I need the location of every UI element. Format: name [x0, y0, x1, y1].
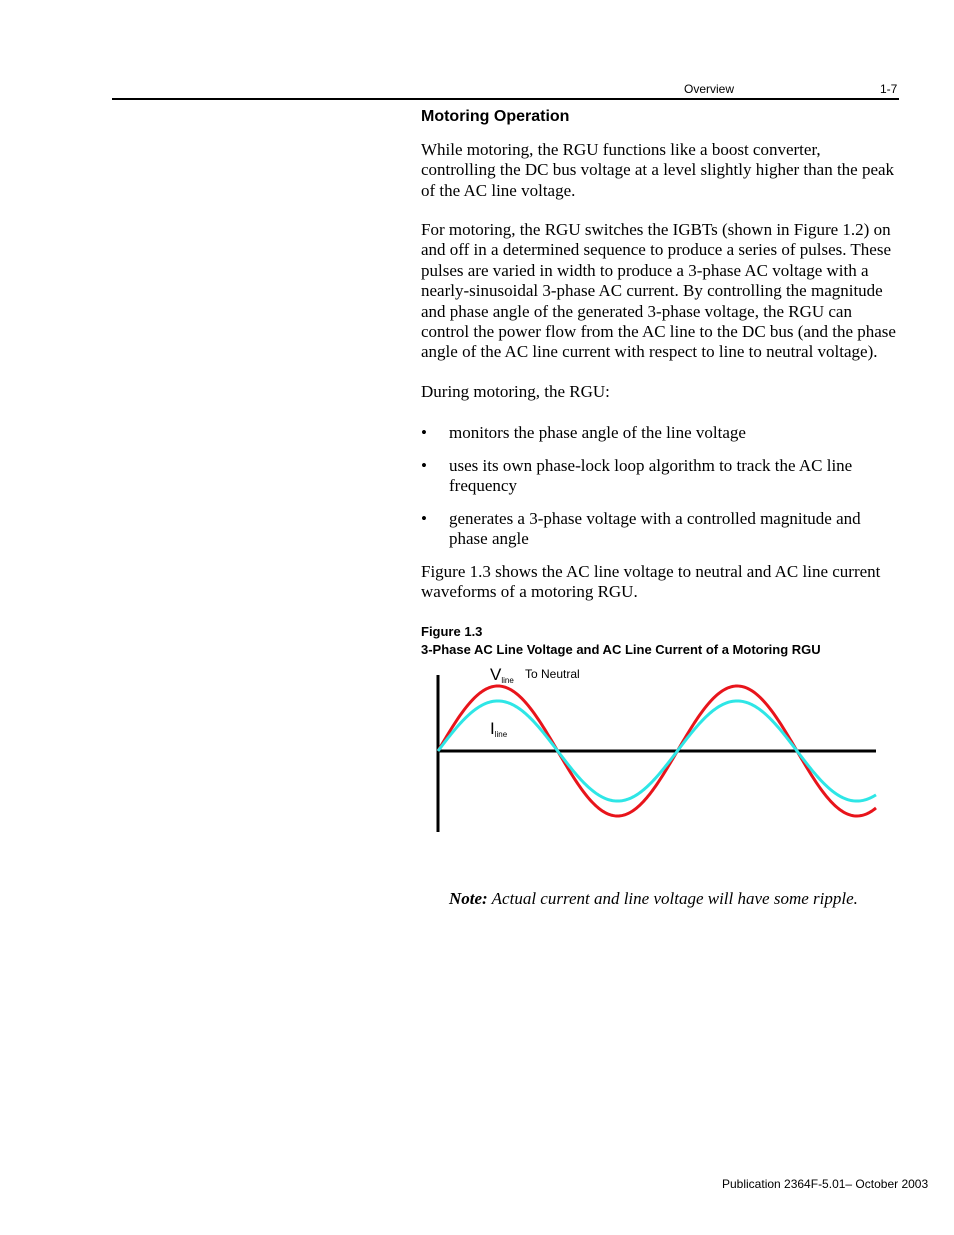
bullet-text: monitors the phase angle of the line voltage — [449, 423, 746, 442]
bullet-text: uses its own phase-lock loop algorithm to track the AC line frequency — [449, 456, 853, 496]
paragraph-igbt-switching: For motoring, the RGU switches the IGBTs (shown in Figure 1.2) on and off in a determined sequence to produce a series of pulses. These pulses are varied in width to produce a 3-phase AC voltage with a nearly-sinusoidal 3-phase AC current. By controlling the magnitude and phase angle of the generated 3-phase voltage, the RGU can control the power flow from the AC line to the DC bus (and the phase angle of the AC line current with respect to line to neutral voltage). — [421, 220, 896, 362]
waveform-figure — [420, 660, 890, 840]
note — [449, 889, 858, 909]
header-rule — [112, 98, 899, 100]
paragraph-boost-converter: While motoring, the RGU functions like a boost converter, controlling the DC bus voltage at a level slightly higher than the peak of the AC line voltage. — [421, 140, 895, 200]
paragraph-figure-reference: Figure 1.3 shows the AC line voltage to neutral and AC line current waveforms of a motoring RGU. — [421, 562, 881, 602]
current-label: Iline — [490, 719, 508, 739]
page-header — [0, 80, 954, 104]
voltage-label: Vline — [490, 665, 514, 685]
header-section-title: Overview — [684, 82, 735, 96]
figure-caption: 3-Phase AC Line Voltage and AC Line Current of a Motoring RGU — [421, 642, 821, 657]
note-label: Note: — [449, 889, 488, 908]
bullet-mark: • — [421, 456, 427, 475]
note-text: Actual current and line voltage will have some ripple. — [491, 889, 858, 908]
bullet-mark: • — [421, 423, 427, 442]
paragraph-during-motoring: During motoring, the RGU: — [421, 382, 610, 401]
header-page-number: 1-7 — [880, 82, 898, 96]
section-title: Motoring Operation — [421, 108, 570, 125]
figure-label: Figure 1.3 — [421, 624, 483, 639]
bullet-mark: • — [421, 509, 427, 528]
bullet-text: generates a 3-phase voltage with a controlled magnitude and phase angle — [449, 509, 861, 549]
voltage-suffix-label: To Neutral — [525, 667, 580, 681]
footer-publication: Publication 2364F-5.01– October 2003 — [722, 1177, 929, 1191]
